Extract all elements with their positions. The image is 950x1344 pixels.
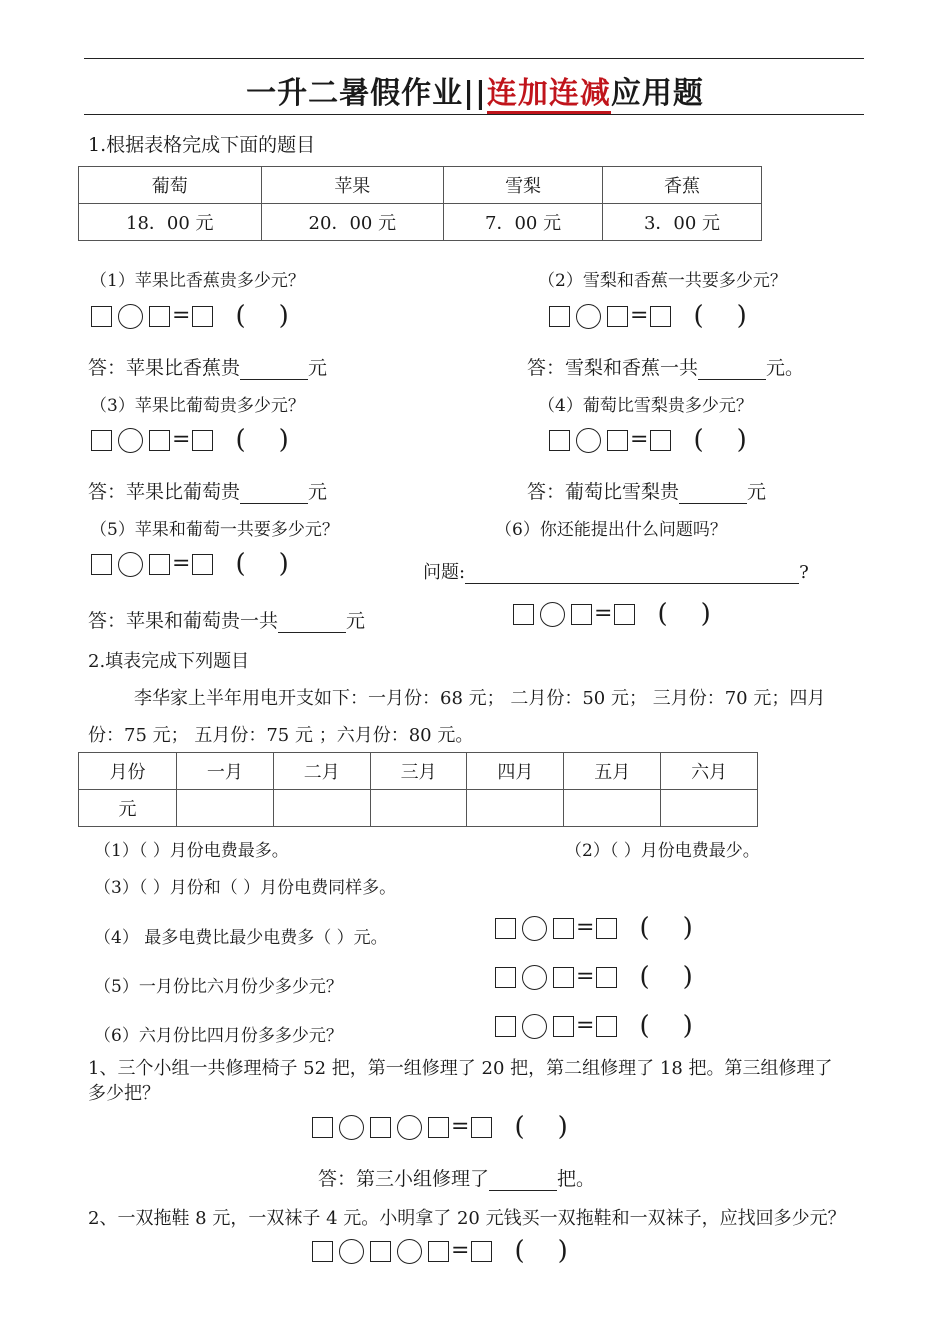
word-problem-2: 2、一双拖鞋 8 元，一双袜子 4 元。小明拿了 20 元钱买一双拖鞋和一双袜子，应找回多少元？	[88, 1208, 846, 1229]
question-1: （1）苹果比香蕉贵多少元？	[90, 271, 305, 291]
s2-question-5: （5）一月份比六月份少多少元？	[94, 977, 343, 997]
answer-box[interactable]	[571, 604, 592, 625]
electricity-intro-line1: 李华家上半年用电开支如下：一月份：68 元； 二月份：50 元； 三月份：70 元；四月	[134, 688, 826, 709]
page-title	[0, 68, 950, 112]
fill-cell[interactable]	[467, 790, 564, 827]
question-5: （5）苹果和葡萄一共要多少元？	[90, 520, 339, 540]
answer-line-3: 答：苹果比葡萄贵 元	[88, 481, 328, 503]
equation-template	[91, 425, 289, 455]
answer-box[interactable]	[370, 1241, 391, 1262]
answer-box[interactable]	[553, 967, 574, 988]
answer-box[interactable]	[549, 306, 570, 327]
title-separator: ||	[463, 76, 487, 111]
answer-box[interactable]	[513, 604, 534, 625]
problem-prompt: 问题: ?	[423, 562, 809, 583]
equals-sign: =	[172, 427, 191, 452]
equation-template	[549, 301, 747, 331]
answer-blank[interactable]	[240, 481, 308, 504]
month-header: 月份	[79, 753, 177, 790]
fill-cell[interactable]	[661, 790, 758, 827]
answer-box[interactable]	[650, 306, 671, 327]
month-header: 二月	[273, 753, 370, 790]
answer-box[interactable]	[495, 967, 516, 988]
unit-paren[interactable]: ( )	[639, 962, 693, 992]
fruit-price: 20．00 元	[261, 204, 444, 241]
answer-box[interactable]	[91, 306, 112, 327]
answer-blank[interactable]	[698, 357, 766, 380]
title-prefix: 一升二暑假作业	[246, 76, 464, 111]
answer-box[interactable]	[192, 430, 213, 451]
answer-box[interactable]	[495, 1016, 516, 1037]
s2-question-2: （2）（ ）月份电费最少。	[565, 841, 760, 861]
answer-box[interactable]	[607, 430, 628, 451]
answer-box[interactable]	[192, 306, 213, 327]
equation-template	[495, 1011, 693, 1041]
answer-box[interactable]	[428, 1241, 449, 1262]
equals-sign: =	[630, 303, 649, 328]
equals-sign: =	[451, 1238, 470, 1263]
fruit-price-table	[78, 166, 762, 241]
unit-paren[interactable]: ( )	[693, 301, 747, 331]
equation-template-long	[312, 1236, 568, 1266]
unit-paren[interactable]: ( )	[514, 1236, 568, 1266]
month-header: 三月	[370, 753, 467, 790]
equals-sign: =	[172, 303, 191, 328]
operator-circle[interactable]	[118, 304, 143, 329]
fruit-header: 雪梨	[444, 167, 603, 204]
answer-box[interactable]	[91, 554, 112, 575]
operator-circle[interactable]	[576, 428, 601, 453]
answer-box[interactable]	[553, 1016, 574, 1037]
question-2: （2）雪梨和香蕉一共要多少元？	[538, 271, 787, 291]
answer-box[interactable]	[149, 306, 170, 327]
unit-paren[interactable]: ( )	[639, 913, 693, 943]
top-rule	[84, 58, 864, 59]
operator-circle[interactable]	[576, 304, 601, 329]
question-6: （6）你还能提出什么问题吗？	[495, 520, 727, 540]
answer-blank[interactable]	[679, 481, 747, 504]
answer-box[interactable]	[607, 306, 628, 327]
s2-question-6: （6）六月份比四月份多多少元？	[94, 1026, 343, 1046]
row-label: 元	[79, 790, 177, 827]
answer-line-2: 答：雪梨和香蕉一共 元。	[527, 357, 805, 379]
equals-sign: =	[451, 1114, 470, 1139]
operator-circle[interactable]	[118, 428, 143, 453]
answer-blank[interactable]	[278, 610, 346, 633]
answer-box[interactable]	[149, 554, 170, 575]
equals-sign: =	[172, 551, 191, 576]
equals-sign: =	[630, 427, 649, 452]
word-problem-1-line2: 多少把？	[88, 1083, 160, 1104]
answer-line-5: 答：苹果和葡萄贵一共 元	[88, 610, 366, 632]
equals-sign: =	[576, 964, 595, 989]
month-header: 五月	[564, 753, 661, 790]
fruit-header: 苹果	[261, 167, 444, 204]
title-highlight: 连加连减	[487, 76, 611, 114]
answer-box[interactable]	[614, 604, 635, 625]
month-header: 六月	[661, 753, 758, 790]
equation-template	[91, 301, 289, 331]
equation-template	[549, 425, 747, 455]
month-header: 一月	[177, 753, 274, 790]
answer-box[interactable]	[370, 1117, 391, 1138]
unit-paren[interactable]: ( )	[514, 1112, 568, 1142]
title-rule	[84, 114, 864, 115]
unit-paren[interactable]: ( )	[235, 549, 289, 579]
answer-box[interactable]	[549, 430, 570, 451]
operator-circle[interactable]	[339, 1239, 364, 1264]
month-header: 四月	[467, 753, 564, 790]
operator-circle[interactable]	[540, 602, 565, 627]
fruit-price: 7．00 元	[444, 204, 603, 241]
question-3: （3）苹果比葡萄贵多少元？	[90, 396, 305, 416]
unit-paren[interactable]: ( )	[235, 301, 289, 331]
section2-heading: 2.填表完成下列题目	[88, 651, 250, 672]
operator-circle[interactable]	[118, 552, 143, 577]
operator-circle[interactable]	[522, 965, 547, 990]
answer-box[interactable]	[149, 430, 170, 451]
answer-box[interactable]	[495, 918, 516, 939]
answer-box[interactable]	[596, 1016, 617, 1037]
electricity-intro-line2: 份：75 元； 五月份：75 元 ；六月份：80 元。	[88, 725, 474, 746]
equation-template	[495, 962, 693, 992]
answer-box[interactable]	[596, 967, 617, 988]
answer-box[interactable]	[312, 1117, 333, 1138]
fill-cell[interactable]	[177, 790, 274, 827]
problem-input-line[interactable]	[465, 562, 799, 584]
answer-line-4: 答：葡萄比雪梨贵 元	[527, 481, 767, 503]
answer-blank[interactable]	[240, 357, 308, 380]
s2-question-4: （4） 最多电费比最少电费多（ ）元。	[94, 928, 388, 948]
fill-cell[interactable]	[370, 790, 467, 827]
operator-circle[interactable]	[397, 1115, 422, 1140]
operator-circle[interactable]	[339, 1115, 364, 1140]
answer-box[interactable]	[650, 430, 671, 451]
equals-sign: =	[576, 915, 595, 940]
title-suffix: 应用题	[610, 76, 704, 111]
fill-cell[interactable]	[273, 790, 370, 827]
answer-box[interactable]	[312, 1241, 333, 1262]
fruit-price: 18．00 元	[79, 204, 262, 241]
operator-circle[interactable]	[522, 1014, 547, 1039]
equation-template	[91, 549, 289, 579]
operator-circle[interactable]	[522, 916, 547, 941]
equation-template	[513, 599, 711, 629]
answer-blank[interactable]	[489, 1168, 557, 1191]
electricity-table	[78, 752, 758, 827]
equals-sign: =	[594, 601, 613, 626]
word-problem-1-line1: 1、三个小组一共修理椅子 52 把，第一组修理了 20 把，第二组修理了 18 把。第三组修理了	[88, 1058, 833, 1079]
answer-box[interactable]	[428, 1117, 449, 1138]
answer-line-1: 答：苹果比香蕉贵 元	[88, 357, 328, 379]
answer-box[interactable]	[471, 1241, 492, 1262]
question-4: （4）葡萄比雪梨贵多少元？	[538, 396, 753, 416]
s2-question-1: （1）（ ）月份电费最多。	[94, 841, 289, 861]
fruit-header: 香蕉	[603, 167, 762, 204]
unit-paren[interactable]: ( )	[639, 1011, 693, 1041]
fruit-header: 葡萄	[79, 167, 262, 204]
answer-box[interactable]	[553, 918, 574, 939]
answer-box[interactable]	[596, 918, 617, 939]
unit-paren[interactable]: ( )	[693, 425, 747, 455]
answer-box[interactable]	[91, 430, 112, 451]
equation-template	[495, 913, 693, 943]
answer-box[interactable]	[471, 1117, 492, 1138]
equation-template-long	[312, 1112, 568, 1142]
fruit-price: 3．00 元	[603, 204, 762, 241]
answer-box[interactable]	[192, 554, 213, 575]
s2-question-3: （3）（ ）月份和（ ）月份电费同样多。	[94, 878, 397, 898]
word-problem-1-answer: 答：第三小组修理了 把。	[318, 1168, 596, 1190]
fill-cell[interactable]	[564, 790, 661, 827]
equals-sign: =	[576, 1013, 595, 1038]
unit-paren[interactable]: ( )	[657, 599, 711, 629]
unit-paren[interactable]: ( )	[235, 425, 289, 455]
operator-circle[interactable]	[397, 1239, 422, 1264]
section1-heading: 1.根据表格完成下面的题目	[88, 134, 316, 156]
